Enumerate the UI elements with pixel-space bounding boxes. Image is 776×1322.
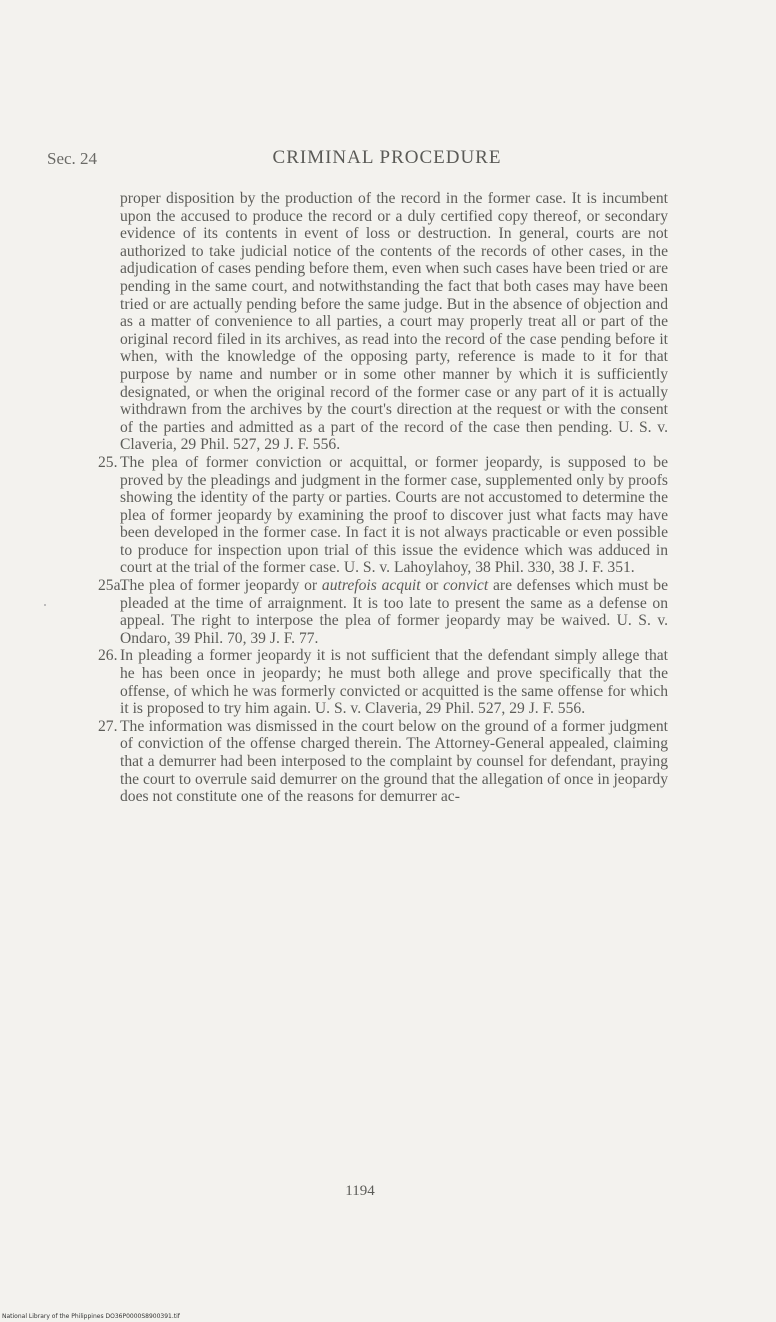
paragraph-number: 25a.	[98, 577, 125, 595]
paragraph-text: In pleading a former jeopardy it is not sufficient that the defendant simply allege that he has been once in jeopardy; he must both allege and prove specifically that the offense, of which he was formerly convicted or acquitted is the same offense for which it is proposed to try him again. U. S. v. Claveria, 29 Phil. 527, 29 J. F. 556.	[120, 647, 668, 718]
paragraph-continued	[98, 190, 668, 454]
body-text	[98, 190, 668, 806]
paragraph-number: 25.	[98, 453, 118, 471]
paragraph-text: The plea of former conviction or acquittal, or former jeopardy, is supposed to be proved by the pleadings and judgment in the former case, supplemented only by proofs showing the identity of the party or parties. Courts are not accustomed to determine the plea of former jeopardy by examining the proof to discover just what facts may have been developed in the former case. In fact it is not always practicable or even possible to produce for inspection upon trial of this issue the evidence which was adduced in court at the trial of the former case. U. S. v. Lahoylahoy, 38 Phil. 330, 38 J. F. 351.	[120, 453, 668, 577]
paragraph-25	[98, 454, 668, 577]
running-header	[47, 147, 747, 171]
italic-term: autrefois acquit	[321, 577, 421, 595]
paragraph-text-before: The plea of former jeopardy or	[120, 577, 322, 595]
page-title: CRIMINAL PROCEDURE	[272, 147, 502, 168]
section-label: Sec. 24	[47, 149, 98, 168]
stray-mark	[44, 604, 46, 606]
scan-credit: National Library of the Philippines DO36P0000S8900391.tif	[2, 1313, 180, 1320]
italic-term-2: convict	[443, 577, 489, 595]
paragraph-text: The information was dismissed in the court below on the ground of a former judgment of conviction of the offense charged therein. The Attorney-General appealed, claiming that a demurrer had been interposed to the complaint by counsel for defendant, praying the court to overrule said demurrer on the ground that the allegation of once in jeopardy does not constitute one of the reasons for demurrer ac-	[120, 717, 668, 806]
paragraph-25a	[98, 577, 668, 647]
paragraph-number: 26.	[98, 647, 118, 665]
paragraph-text-after: are defenses which must be pleaded at the time of arraignment. It is too late to present the same as a defense on appeal. The right to interpose the plea of former jeopardy may be waived. U. S. v. Ondaro, 39 Phil. 70, 39 J. F. 77.	[120, 577, 668, 647]
paragraph-text-mid: or	[420, 577, 444, 595]
paragraph-text: proper disposition by the production of the record in the former case. It is incumbent upon the accused to produce the record or a duly certified copy thereof, or secondary evidence of its contents in event of loss or destruction. In general, courts are not authorized to take judicial notice of the contents of the records of other cases, in the adjudication of cases pending before them, even when such cases have been tried or are pending in the same court, and notwithstanding the fact that both cases may have been tried or are actually pending before the same judge. But in the absence of objection and as a matter of convenience to all parties, a court may properly treat all or part of the original record filed in its archives, as read into the record of the case pending before it when, with the knowledge of the opposing party, reference is made to it for that purpose by name and number or in some other manner by which it is sufficiently designated, or when the original record of the former case or any part of it is actually withdrawn from the archives by the court's direction at the request or with the consent of the parties and admitted as a part of the record of the case then pending. U. S. v. Claveria, 29 Phil. 527, 29 J. F. 556.	[120, 190, 668, 454]
paragraph-27	[98, 718, 668, 806]
paragraph-26	[98, 647, 668, 717]
paragraph-number: 27.	[98, 717, 118, 735]
page-number: 1194	[345, 1183, 375, 1199]
